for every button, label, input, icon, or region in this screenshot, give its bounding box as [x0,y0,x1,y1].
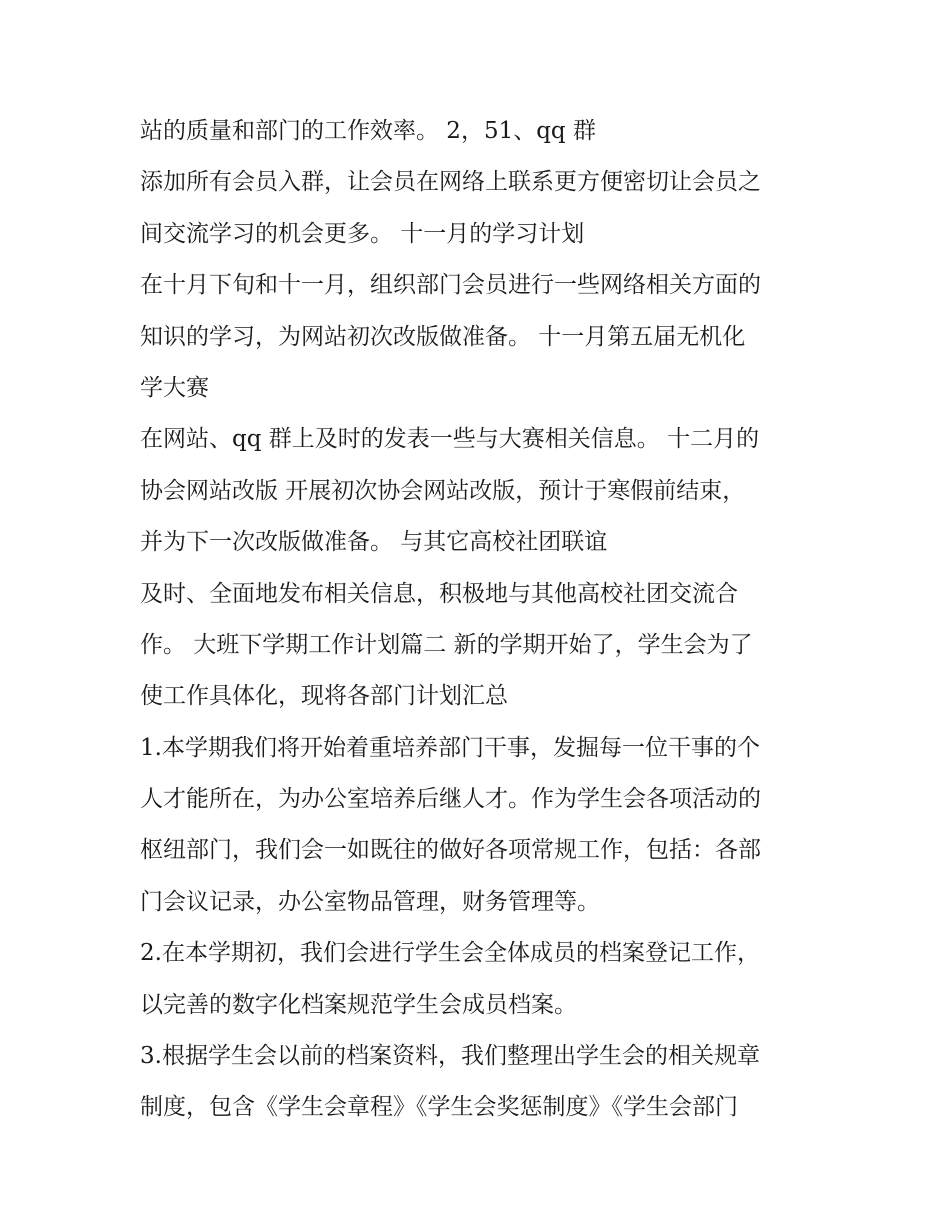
text-line: 使工作具体化，现将各部门计划汇总 [140,683,508,710]
text-line: 枢纽部门，我们会一如既往的做好各项常规工作，包括：各部 [140,837,761,864]
text-line: 作。 大班下学期工作计划篇二 新的学期开始了，学生会为了 [140,631,753,658]
text-line: 站的质量和部门的工作效率。 2，51、qq 群 [140,118,596,144]
text-line: 及时、全面地发布相关信息，积极地与其他高校社团交流合 [140,580,738,607]
text-line: 1.本学期我们将开始着重培养部门干事，发掘每一位干事的个 [140,734,760,761]
text-line: 门会议记录，办公室物品管理，财务管理等。 [140,888,600,915]
text-line: 人才能所在，为办公室培养后继人才。作为学生会各项活动的 [140,786,761,813]
body-text [140,106,830,1134]
text-line: 并为下一次改版做准备。 与其它高校社团联谊 [140,529,608,556]
text-line: 3.根据学生会以前的档案资料，我们整理出学生会的相关规章 [140,1043,760,1070]
text-line: 2.在本学期初，我们会进行学生会全体成员的档案登记工作， [140,940,760,967]
text-line: 在十月下旬和十一月，组织部门会员进行一些网络相关方面的 [140,272,761,299]
text-line: 添加所有会员入群，让会员在网络上联系更方便密切让会员之 [140,169,761,196]
text-line: 学大赛 [140,374,209,401]
text-line: 协会网站改版 开展初次协会网站改版，预计于寒假前结束， [140,477,746,504]
text-line: 以完善的数字化档案规范学生会成员档案。 [140,991,577,1018]
text-line: 在网站、qq 群上及时的发表一些与大赛相关信息。 十二月的 [140,426,760,453]
text-line: 制度，包含《学生会章程》《学生会奖惩制度》《学生会部门 [140,1094,738,1121]
text-line: 知识的学习，为网站初次改版做准备。 十一月第五届无机化 [140,323,746,350]
text-line: 间交流学习的机会更多。 十一月的学习计划 [140,220,585,247]
